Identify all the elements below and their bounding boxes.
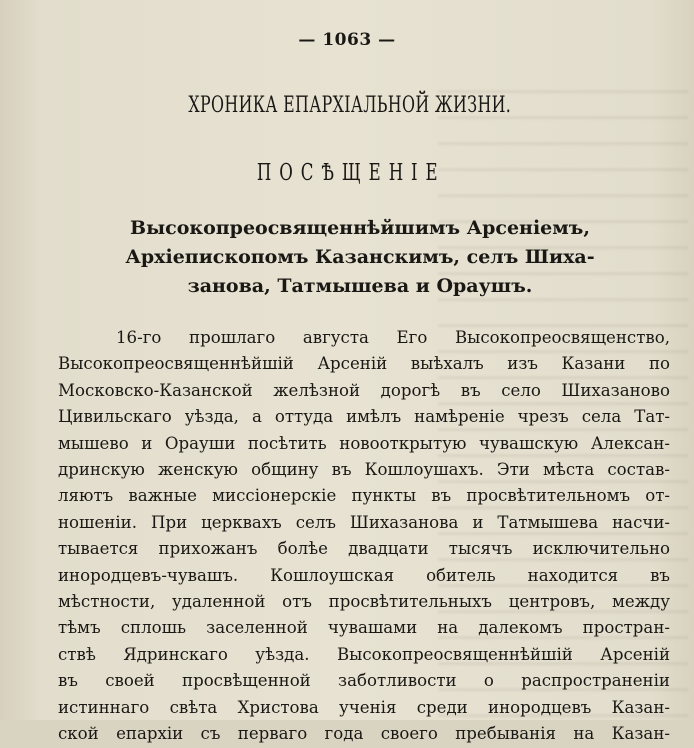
body-paragraph [58,325,670,748]
article-subtitle [70,214,650,301]
body-line: ляютъ важные миссіонерскіе пункты въ просвѣтительномъ от- [58,486,670,506]
body-line: Высокопреосвященнѣйшій Арсеній выѣхалъ изъ Казани по [58,354,670,374]
body-line: ствѣ Ядринскаго уѣзда. Высокопреосвященнѣйшій Арсеній [58,644,670,664]
body-line: ношеніи. При церквахъ селъ Шихазанова и Татмышева насчи- [58,512,670,532]
body-line: истиннаго свѣта Христова ученія среди инородцевъ Казан- [58,697,670,717]
subtitle-line: Высокопреосвященнѣйшимъ Арсеніемъ, [130,217,590,239]
body-line: инородцевъ-чувашъ. Кошлоушская обитель находится въ [58,565,670,585]
page-number: — 1063 — [298,30,396,50]
body-line: мышево и Орауши посѣтить новооткрытую чувашскую Алексан- [58,433,670,453]
body-line: мѣстности, удаленной отъ просвѣтительныхъ центровъ, между [58,592,670,612]
body-line: ской епархіи съ перваго года своего пребыванія на Казан- [58,724,670,744]
body-line: тывается прихожанъ болѣе двадцати тысячъ исключительно [58,539,670,559]
subtitle-line: Архіепископомъ Казанскимъ, селъ Шиха- [125,246,595,268]
body-line: тѣмъ сплошь заселенной чувашами на далекомъ простран- [58,618,670,638]
article-heading: ПОСѢЩЕНІЕ [256,160,446,186]
body-line: Московско-Казанской желѣзной дорогѣ въ село Шихазаново [58,380,670,400]
section-title: ХРОНИКА ЕПАРХІАЛЬНОЙ ЖИЗНИ. [188,93,512,118]
body-line: въ своей просвѣщенной заботливости о распространеніи [58,671,670,691]
body-line: 16-го прошлаго августа Его Высокопреосвященство, [116,328,670,347]
body-line: Цивильскаго уѣзда, а оттуда имѣлъ намѣреніе чрезъ села Тат- [58,407,670,427]
subtitle-line: занова, Татмышева и Ораушъ. [187,275,533,297]
body-line: дринскую женскую общину въ Кошлоушахъ. Эти мѣста состав- [58,460,670,480]
